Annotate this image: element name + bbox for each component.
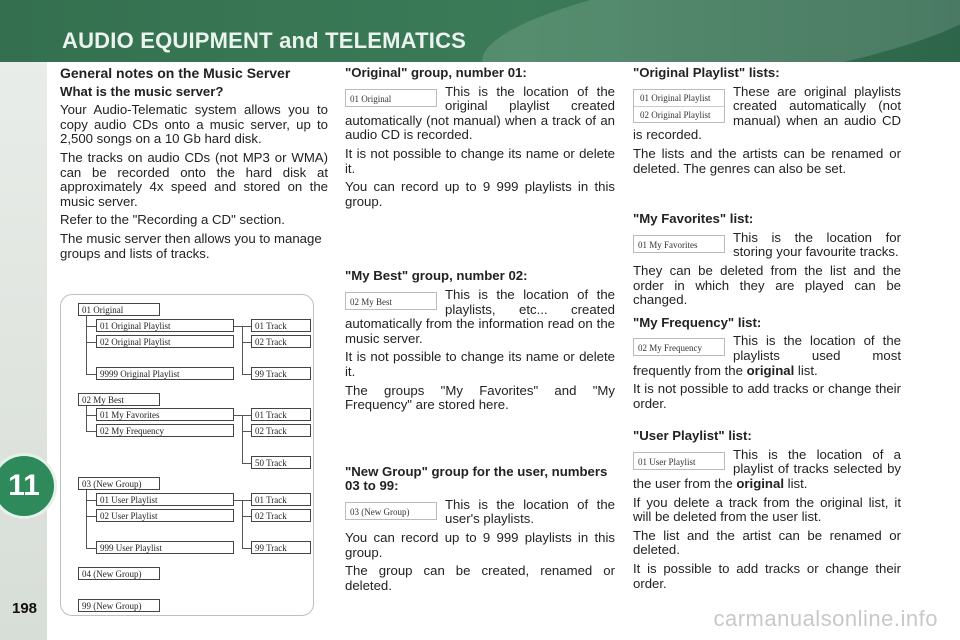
thumbnail-line: 01 Original Playlist bbox=[634, 90, 724, 107]
playlist-thumbnail bbox=[633, 89, 725, 123]
diagram-connector bbox=[242, 374, 251, 375]
diagram-connector bbox=[86, 316, 87, 374]
section-heading: "My Best" group, number 02: bbox=[345, 268, 528, 284]
paragraph: The music server then allows you to manage groups and lists of tracks. bbox=[60, 230, 322, 261]
group-thumbnail: 03 (New Group) bbox=[345, 502, 437, 520]
diagram-connector bbox=[242, 500, 251, 501]
column-general-notes bbox=[60, 66, 328, 265]
diagram-group-box: 01 Original bbox=[78, 303, 160, 316]
paragraph: It is not possible to change its name or delete it. bbox=[345, 145, 615, 176]
diagram-list-box: 02 Original Playlist bbox=[96, 335, 234, 348]
diagram-connector bbox=[242, 415, 243, 463]
list-thumbnail: 01 User Playlist bbox=[633, 452, 725, 470]
paragraph: It is possible to add tracks or change their order. bbox=[633, 561, 901, 591]
page-header bbox=[0, 0, 960, 62]
section-heading: "Original Playlist" lists: bbox=[633, 65, 780, 80]
diagram-track-box: 01 Track bbox=[251, 493, 311, 506]
paragraph: The list and the artist can be renamed or deleted. bbox=[633, 527, 901, 558]
diagram-connector bbox=[242, 548, 251, 549]
music-server-tree-diagram bbox=[60, 294, 314, 616]
diagram-track-box: 02 Track bbox=[251, 335, 311, 348]
paragraph: The tracks on audio CDs (not MP3 or WMA) can be recorded onto the hard disk at approximately 4x speed and stored on the music server. bbox=[60, 149, 328, 209]
paragraph: This is the location of the original playlist created automatically (not manual) when a track of an audio CD is recorded. bbox=[345, 83, 615, 143]
diagram-list-box: 02 User Playlist bbox=[96, 509, 234, 522]
list-thumbnail: 01 My Favorites bbox=[633, 235, 725, 253]
section-heading: "My Favorites" list: bbox=[633, 211, 754, 227]
diagram-track-box: 50 Track bbox=[251, 456, 311, 469]
paragraph: The groups "My Favorites" and "My Frequency" are stored here. bbox=[345, 382, 615, 413]
page-number: 198 bbox=[12, 600, 38, 617]
diagram-connector bbox=[242, 326, 243, 374]
paragraph: If you delete a track from the original list, it will be deleted from the user list. bbox=[633, 494, 901, 525]
user-playlist-section bbox=[633, 429, 901, 591]
paragraph: The group can be created, renamed or deleted. bbox=[345, 563, 615, 593]
diagram-list-box: 02 My Frequency bbox=[96, 424, 234, 437]
diagram-group-box: 03 (New Group) bbox=[78, 477, 160, 490]
diagram-connector bbox=[86, 431, 96, 432]
diagram-connector bbox=[86, 326, 96, 327]
paragraph: This is the location for storing your favourite tracks. bbox=[733, 229, 901, 260]
diagram-connector bbox=[86, 548, 96, 549]
diagram-track-box: 01 Track bbox=[251, 408, 311, 421]
diagram-list-box: 9999 Original Playlist bbox=[96, 367, 234, 380]
emphasis-original: original bbox=[736, 476, 784, 492]
paragraph: It is not possible to change its name or delete it. bbox=[345, 349, 615, 379]
section-heading: "New Group" group for the user, numbers 03 to 99: bbox=[345, 463, 608, 494]
paragraph: Refer to the "Recording a CD" section. bbox=[60, 212, 285, 228]
diagram-connector bbox=[242, 342, 251, 343]
diagram-connector bbox=[242, 326, 251, 327]
diagram-connector bbox=[242, 463, 251, 464]
newgroup-section bbox=[345, 465, 615, 594]
left-margin-strip bbox=[0, 62, 47, 640]
diagram-group-box: 02 My Best bbox=[78, 393, 160, 406]
original-group-section bbox=[345, 66, 615, 209]
paragraph: You can record up to 9 999 playlists in this group. bbox=[345, 179, 615, 209]
diagram-list-box: 01 Original Playlist bbox=[96, 319, 234, 332]
list-thumbnail: 02 My Frequency bbox=[633, 338, 725, 356]
text-run: list. bbox=[783, 476, 808, 492]
diagram-connector bbox=[234, 415, 242, 416]
diagram-connector bbox=[242, 516, 251, 517]
section-heading: "Original" group, number 01: bbox=[345, 65, 527, 80]
emphasis-original: original bbox=[746, 362, 795, 378]
page-title: AUDIO EQUIPMENT and TELEMATICS bbox=[62, 28, 467, 53]
column-groups bbox=[345, 66, 615, 597]
frequency-section bbox=[633, 316, 901, 412]
diagram-connector bbox=[242, 415, 251, 416]
favorites-section bbox=[633, 212, 901, 308]
diagram-list-box: 01 My Favorites bbox=[96, 408, 234, 421]
diagram-connector bbox=[86, 415, 96, 416]
original-playlist-section bbox=[633, 66, 901, 176]
diagram-connector bbox=[234, 500, 242, 501]
text-run: This is the location of a playlist of tracks selected by the user from the bbox=[633, 446, 901, 492]
diagram-list-box: 01 User Playlist bbox=[96, 493, 234, 506]
diagram-track-box: 01 Track bbox=[251, 319, 311, 332]
paragraph: You can record up to 9 999 playlists in this group. bbox=[345, 530, 615, 560]
diagram-connector bbox=[86, 500, 96, 501]
diagram-connector bbox=[86, 342, 96, 343]
diagram-track-box: 02 Track bbox=[251, 509, 311, 522]
thumbnail-line: 02 Original Playlist bbox=[640, 109, 711, 120]
paragraph: Your Audio-Telematic system allows you to copy audio CDs onto a music server, up to 2,500 songs on a 10 Gb hard disk. bbox=[60, 102, 328, 147]
paragraph: It is not possible to add tracks or change their order. bbox=[633, 381, 901, 411]
diagram-list-box: 999 User Playlist bbox=[96, 541, 234, 554]
diagram-connector bbox=[242, 500, 243, 548]
chapter-badge: 11 bbox=[0, 456, 54, 516]
paragraph: This is the location of the user's playlists. bbox=[445, 496, 615, 527]
section-subheading: What is the music server? bbox=[60, 83, 224, 99]
diagram-track-box: 99 Track bbox=[251, 367, 311, 380]
diagram-connector bbox=[86, 406, 87, 432]
diagram-connector bbox=[86, 374, 96, 375]
section-heading: "My Frequency" list: bbox=[633, 314, 762, 330]
diagram-connector bbox=[86, 490, 87, 548]
diagram-track-box: 99 Track bbox=[251, 541, 311, 554]
text-run: list. bbox=[794, 362, 818, 378]
mybest-group-section bbox=[345, 269, 615, 412]
watermark: carmanualsonline.info bbox=[713, 606, 938, 631]
text-run: This is the location of the playlists used most frequently from the bbox=[633, 333, 901, 378]
diagram-group-box: 04 (New Group) bbox=[78, 567, 160, 580]
diagram-group-box: 99 (New Group) bbox=[78, 599, 160, 612]
paragraph: They can be deleted from the list and the order in which they are played can be changed. bbox=[633, 262, 901, 308]
section-heading: "User Playlist" list: bbox=[633, 428, 752, 444]
column-lists bbox=[633, 66, 901, 595]
diagram-connector bbox=[242, 431, 251, 432]
diagram-track-box: 02 Track bbox=[251, 424, 311, 437]
diagram-connector bbox=[86, 516, 96, 517]
group-thumbnail: 02 My Best bbox=[345, 292, 437, 310]
diagram-connector bbox=[234, 326, 242, 327]
paragraph: These are original playlists created automatically (not manual) when an audio CD is recorded. bbox=[633, 83, 901, 143]
paragraph: The lists and the artists can be renamed or deleted. The genres can also be set. bbox=[633, 145, 901, 176]
paragraph: This is the location of the playlists, etc... created automatically from the information read on the music server. bbox=[345, 286, 615, 346]
section-heading: General notes on the Music Server bbox=[60, 65, 291, 81]
group-thumbnail: 01 Original bbox=[345, 89, 437, 107]
